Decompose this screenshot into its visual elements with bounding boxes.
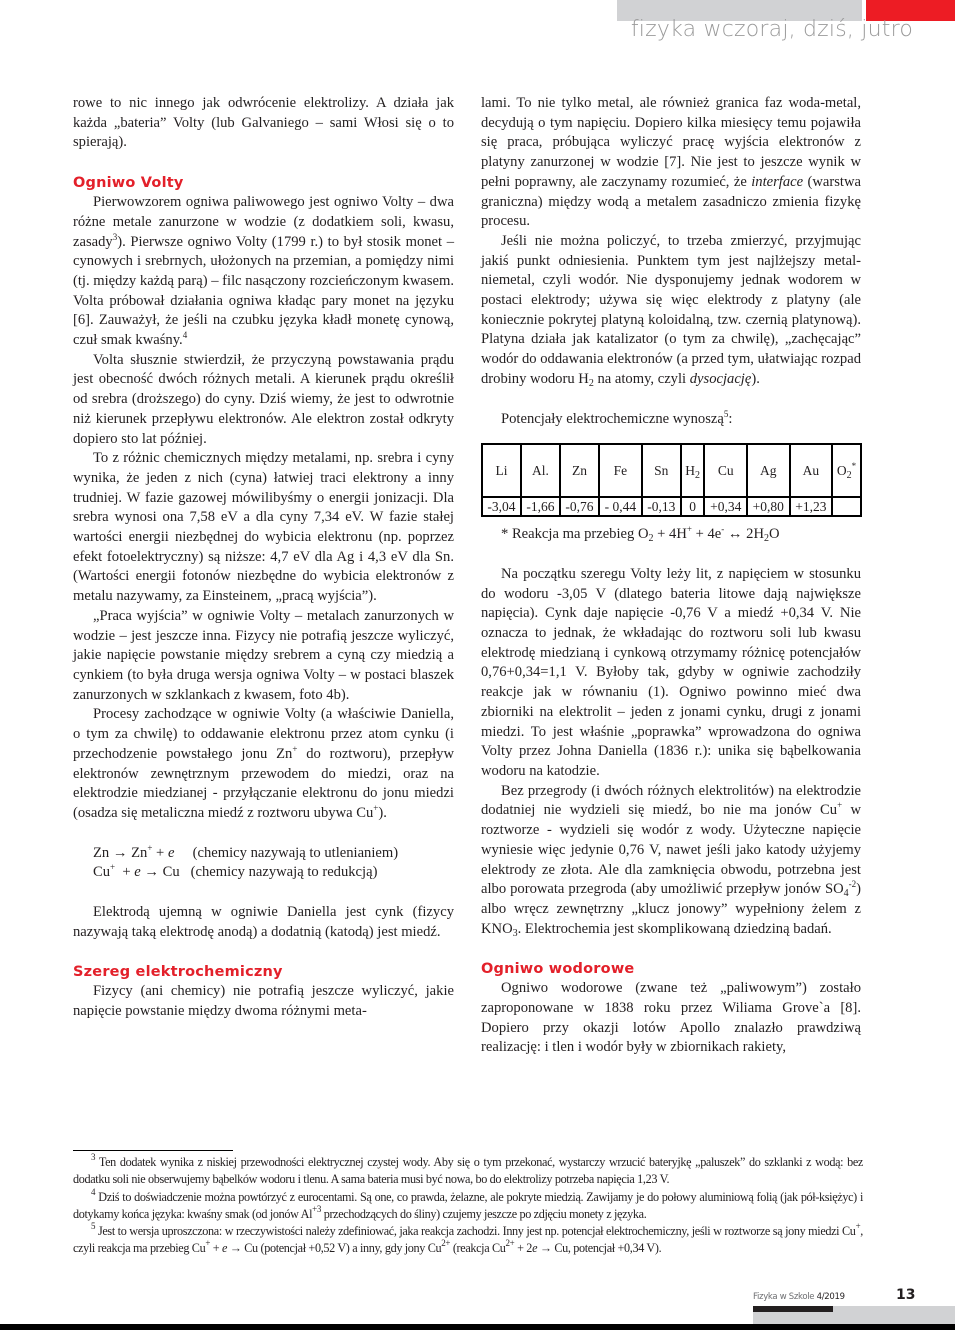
reaction-note: * Reakcja ma przebieg $O_2 + 4H^+ + 4e^-$ ↔ $2H_2O$ [501, 524, 780, 545]
page-number: 13 [896, 1287, 916, 1303]
table-cell [832, 497, 861, 516]
table-intro: Potencjały elektrochemiczne wynoszą$^5$: [501, 408, 733, 427]
table-cell: Fe [599, 462, 642, 479]
table-cell: Sn [642, 462, 681, 479]
table-cell: Zn [560, 462, 599, 479]
table-cell: $H_2$ [681, 462, 705, 479]
section-heading-szereg: Szereg elektrochemiczny [73, 964, 283, 981]
equation-oxidation: Zn → Zn+ + e (chemicy nazywają to utlenianiem) [93, 842, 399, 861]
footnote-5: $^5$ Jest to wersja uproszczona: w rzeczywistości należy zdefiniować, jaka reakcja zachodzi. Inny jest np. potencjał elektrochemiczny, jeśli w roztworze są jony miedzi Cu+, czyli reakcja ma przebieg Cu+ + e → Cu (potencjał +0,52 V) a inny, gdy jony $Cu^{2+}$ (reakcja $Cu^{2+} + 2e \to Cu$, potencjał +0,34 V). [73, 1221, 863, 1256]
table-cell: $O_2^*$ [832, 462, 861, 479]
publication-info: Fizyka w Szkole 4/2019 [753, 1292, 845, 1302]
paragraph: Jeśli nie można policzyć, to trzeba zmierzyć, przyjmując jakiś punkt odniesienia. Punktem tym jest najlżejszy metal-niemetal, czyli wodór. Nie dysponujemy jednak wodorem w postaci elektrody; używa się więc elektrody z platyny (ale koniecznie pokrytej platyną koloidalną, tzw. czernią platynową). Platyna działa jak katalizator (o tym za chwilę), „zachęcając” wodór do oddawania elektronów (a przed tym, ułatwiając rozpad drobiny wodoru $H_2$ na atomy, czyli dysocjację). [481, 232, 861, 389]
table-cell: -0,76 [560, 497, 599, 516]
paragraph: Na początku szeregu Volty leży lit, z napięciem w stosunku do wodoru -3,05 V (dlatego bateria litowe dają największe napięcia). Cynk daje napięcie -0,76 V a miedź +0,34 V. Nie oznacza to jednak, że wkładając do roztworu soli lub kwasu elektrodę miedzianą i cynkową otrzymamy różnicę potencjałów 0,76+0,34=1,1 V. Byłoby tak, gdyby w ogniwie zachodziły reakcje jak w równaniu (1). Ogniwo powinno mieć dwa zbiorniki na elektrolit – jeden z jonami cynku, drugi z jonami miedzi. To jest właśnie „poprawka” wprowadzona do ogniwa Volty przez Johna Daniella (1836 r.): unika się bąbelkowania wodoru na katodzie. [481, 565, 861, 779]
page-bottom-border [0, 1324, 955, 1330]
table-cell: +0,80 [747, 497, 790, 516]
intro-paragraph: rowe to nic innego jak odwrócenie elektrolizy. A działa jak każda „bateria” Volty (lub Galvaniego – sami Włosi się o to spierają). [73, 95, 454, 151]
footnote-ref[interactable]: 3 [112, 231, 118, 242]
section-heading-ogniwo-wodorowe: Ogniwo wodorowe [481, 961, 635, 978]
paragraph: Pierwowzorem ogniwa paliwowego jest ogniwo Volty – dwa różne metale zanurzone w wodzie (z dodatkiem soli, kwasu, zasady$^3$). Pierwsze ogniwo Volty (1799 r.) to był stosik monet – cynowych i srebrnych, ułożonych na przemian, a pomiędzy nimi (tj. między każdą parą) – filc nasączony rozcieńczonym kwasem. Volta próbował działania ogniwa kładąc pary monet na języku [6]. Zauważył, że jeśli na czubku języka kładł monetę cynową, czuł smak kwaśny.$^4$ [73, 194, 454, 349]
table-cell: -3,04 [482, 497, 521, 516]
paragraph: Elektrodą ujemną w ogniwie Daniella jest cynk (fizycy nazywają taką elektrodę anodą) a dodatnią (katodą) jest miedź. [73, 904, 454, 940]
table-cell: -1,66 [521, 497, 560, 516]
equation-reduction: Cu+ + e → Cu (chemicy nazywają to redukcją) [93, 862, 378, 881]
symbols-row [482, 462, 861, 479]
paragraph: Fizycy (ani chemicy) nie potrafią jeszcze wyliczyć, jakie napięcie powstanie między dwoma różnymi meta- [73, 983, 454, 1020]
table-cell: Al. [521, 462, 560, 479]
footnote-divider [73, 1150, 233, 1151]
paragraph: Volta słusznie stwierdził, że przyczyną powstawania prądu jest obecność dwóch różnych metali. A kierunek prądu określił od srebra (droższego) do cyny. Dziś wiemy, że jest to odwrotnie niż kierunek przepływu elektronów. Ale elektron został odkryty dopiero sto lat później. [73, 351, 454, 447]
footnotes [73, 1154, 863, 1258]
table-cell: Cu [704, 462, 747, 479]
paragraph: lami. To nie tylko metal, ale również granica faz woda-metal, decydują o tym napięciu. Dopiero kilka miesięcy temu pojawiła się praca, próbująca wyliczyć pracę wyjścia elektronów z platyny zanurzonej w wodzie [7]. Nie jest to jeszcze wynik w pełni poprawny, ale zaczynamy rozumieć, że interface (warstwa graniczna) między wodą a metalem zasadniczo zmienia fizykę procesu. [481, 95, 862, 230]
footnote-3: $^3$ Ten dodatek wynika z niskiej przewodności elektrycznej czystej wody. Aby się o tym przekonać, wystarczy wrzucić bateryjkę „paluszek” do szklanki z wodą: bez dodatku soli nie obserwujemy bąbelków wodoru i tlenu. A sama bateria musi być nowa, bo do elektrolizy potrzeba napięcia 1,23 V. [73, 1152, 863, 1187]
left-column [73, 94, 454, 1022]
table-cell: +1,23 [790, 497, 833, 516]
table-cell: - 0,44 [599, 497, 642, 516]
footer-dark-bar [753, 1306, 833, 1312]
footnote-4: $^4$ Dziś to doświadczenie można powtórzyć z eurocentami. Są one, co prawda, żelazne, ale pokryte miedzią. Zawijamy je do połowy aluminiową folią (jak pół-księżyc) i dotykamy końca języka: kwaśny smak (od jonów $Al^{+3}$ przechodzących do śliny) czujemy jeszcze po zdjęciu monety z języka. [73, 1186, 863, 1221]
paragraph: Procesy zachodzące w ogniwie Volty (a właściwie Daniella, o tym za chwilę) to oddawanie elektronu przez atom cynku (i przechodzenie powstałego jonu Zn+ do roztworu), przepływ elektronów zewnętrznym przewodem do miedzi, oraz na elektrodzie miedzianej - przyłączanie elektronu do jonu miedzi (osadza się metaliczna miedź z roztworu ubywa Cu+). [73, 706, 454, 821]
table-cell: Ag [747, 462, 790, 479]
table-cell: Au [790, 462, 833, 479]
section-heading-ogniwo-volty: Ogniwo Volty [73, 175, 184, 192]
potentials-row [482, 497, 861, 516]
right-column [481, 94, 861, 1058]
footnote-ref[interactable]: 4 [182, 330, 188, 341]
paragraph: Ogniwo wodorowe (zwane też „paliwowym”) zostało zaproponowane w 1838 roku przez Wiliama Grove`a [8]. Dopiero przy okazji lotów Apollo znalazło prawdziwą realizację: i tlen i wodór były w zbiornikach rakiety, [481, 980, 861, 1056]
table-cell: -0,13 [642, 497, 681, 516]
potentials-table [481, 443, 862, 517]
footnote-ref[interactable]: 5 [723, 408, 729, 419]
paragraph: To z różnic chemicznych między metalami, np. srebra i cyny wynika, że jeden z nich (cyna) łatwiej traci elektrony a inny trudniej. W fazie gazowej mówilibyśmy o energii jonizacji. Dla srebra wynosi ona 7,58 eV a dla cyny 7,34 eV. W fazie stałej wartości energii niezbędnej do wybicia elektronu (np. poprzez efekt fotoelektryczny) są niższe: 4,7 eV dla Ag i 4,3 eV dla Sn. (Wartości energii fotonów niezbędne do wybicia elektronów z metalu nazywamy, za Einsteinem, „pracą wyjścia”). [73, 450, 454, 605]
paragraph: Bez przegrody (i dwóch różnych elektrolitów) na elektrodzie dodatniej nie wydzieli się miedź, bo nie ma jonów Cu+ w roztworze - wydzieli się wodór z wody. Użyteczne napięcie wyniesie więc jedynie 0,76 V, nawet jeśli jako katody użyjemy elektrody ze złota. Ale dla zamknięcia obwodu, potrzebna jest albo porowata przegroda (aby umożliwić przepływ jonów $SO_4^{-2}$) albo wręcz zewnętrzny „klucz jonowy” wypełniony żelem z $KNO_3$. Elektrochemia jest skomplikowaną dziedziną badań. [481, 782, 861, 939]
table-cell: 0 [681, 497, 705, 516]
table-cell: +0,34 [704, 497, 747, 516]
paragraph: „Praca wyjścia” w ogniwie Volty – metalach zanurzonych w wodzie – jest jeszcze inna. Fizycy nie potrafią jeszcze wyliczyć, jakie napięcie powstanie między srebrem a cyną czy miedzią a cynkiem (to była druga wersja ogniwa Volty – w postaci blaszek zanurzonych w szklankach z kwasem, foto 4b). [73, 607, 454, 703]
table-cell: Li [482, 462, 521, 479]
running-title: fizyka wczoraj, dziś, jutro [630, 17, 913, 42]
